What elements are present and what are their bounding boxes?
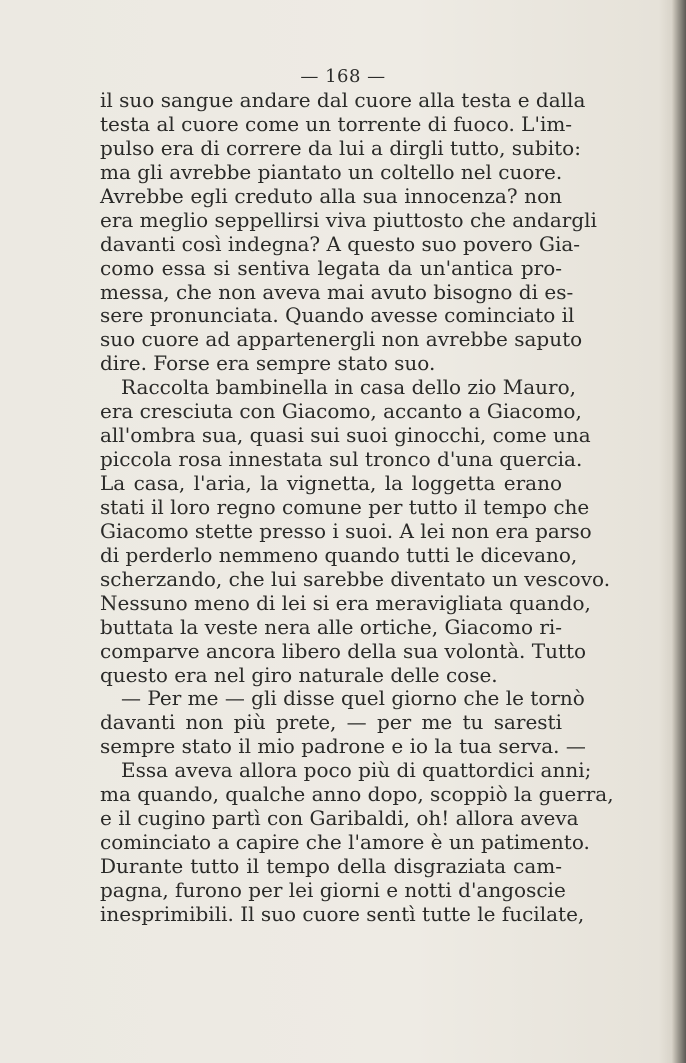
- text-line: dire. Forse era sempre stato suo.: [100, 351, 436, 376]
- text-line: La casa, l'aria, la vignetta, la loggetta erano: [100, 471, 562, 495]
- text-line: sere pronunciata. Quando avesse cominciato il: [100, 303, 575, 328]
- text-line: Giacomo stette presso i suoi. A lei non era parso: [100, 518, 592, 543]
- text-line: comparve ancora libero della sua volontà. Tutto: [100, 638, 587, 663]
- text-line: Durante tutto il tempo della disgraziata cam-: [100, 854, 562, 878]
- text-line: ma quando, qualche anno dopo, scoppiò la guerra,: [100, 782, 614, 807]
- text-line: Avrebbe egli creduto alla sua innocenza? non: [100, 183, 562, 208]
- text-line: stati il loro regno comune per tutto il tempo che: [100, 494, 590, 519]
- text-line: cominciato a capire che l'amore è un patimento.: [100, 830, 590, 855]
- text-line: — Per me — gli disse quel giorno che le tornò: [121, 686, 585, 711]
- text-line: messa, che non aveva mai avuto bisogno di es-: [100, 279, 574, 304]
- text-line: sempre stato il mio padrone e io la tua serva. —: [100, 734, 586, 759]
- body-text: [100, 88, 614, 927]
- text-line: pulso era di correre da lui a dirgli tutto, subito:: [100, 135, 581, 160]
- text-line: davanti non più prete, — per me tu saresti: [100, 710, 562, 735]
- text-line: Nessuno meno di lei si era meravigliata quando,: [100, 590, 591, 615]
- page-number: — 168 —: [300, 66, 386, 87]
- text-line: questo era nel giro naturale delle cose.: [100, 662, 498, 687]
- text-line: di perderlo nemmeno quando tutti le dicevano,: [100, 542, 578, 567]
- text-line: piccola rosa innestata sul tronco d'una quercia.: [100, 447, 583, 472]
- text-line: Essa aveva allora poco più di quattordici anni;: [121, 758, 592, 783]
- text-line: testa al cuore come un torrente di fuoco. L'im-: [100, 111, 573, 136]
- text-line: ma gli avrebbe piantato un coltello nel cuore.: [100, 159, 563, 184]
- text-line: all'ombra sua, quasi sui suoi ginocchi, come una: [100, 423, 591, 448]
- text-line: era cresciuta con Giacomo, accanto a Giacomo,: [100, 399, 582, 424]
- text-line: inesprimibili. Il suo cuore sentì tutte le fucilate,: [100, 901, 585, 926]
- text-line: scherzando, che lui sarebbe diventato un vescovo.: [100, 566, 611, 591]
- text-line: davanti così indegna? A questo suo povero Gia-: [100, 231, 581, 256]
- text-line: Raccolta bambinella in casa dello zio Mauro,: [121, 375, 576, 400]
- text-line: como essa si sentiva legata da un'antica pro-: [100, 255, 562, 280]
- text-line: il suo sangue andare dal cuore alla testa e dalla: [100, 88, 586, 112]
- page-edge-shadow: [672, 0, 686, 1063]
- text-line: buttata la veste nera alle ortiche, Giacomo ri-: [100, 614, 563, 639]
- text-line: era meglio seppellirsi viva piuttosto che andargli: [100, 207, 597, 232]
- text-line: e il cugino partì con Garibaldi, oh! allora aveva: [100, 806, 579, 831]
- text-line: pagna, furono per lei giorni e notti d'angoscie: [100, 877, 566, 902]
- text-line: suo cuore ad appartenergli non avrebbe saputo: [100, 327, 583, 352]
